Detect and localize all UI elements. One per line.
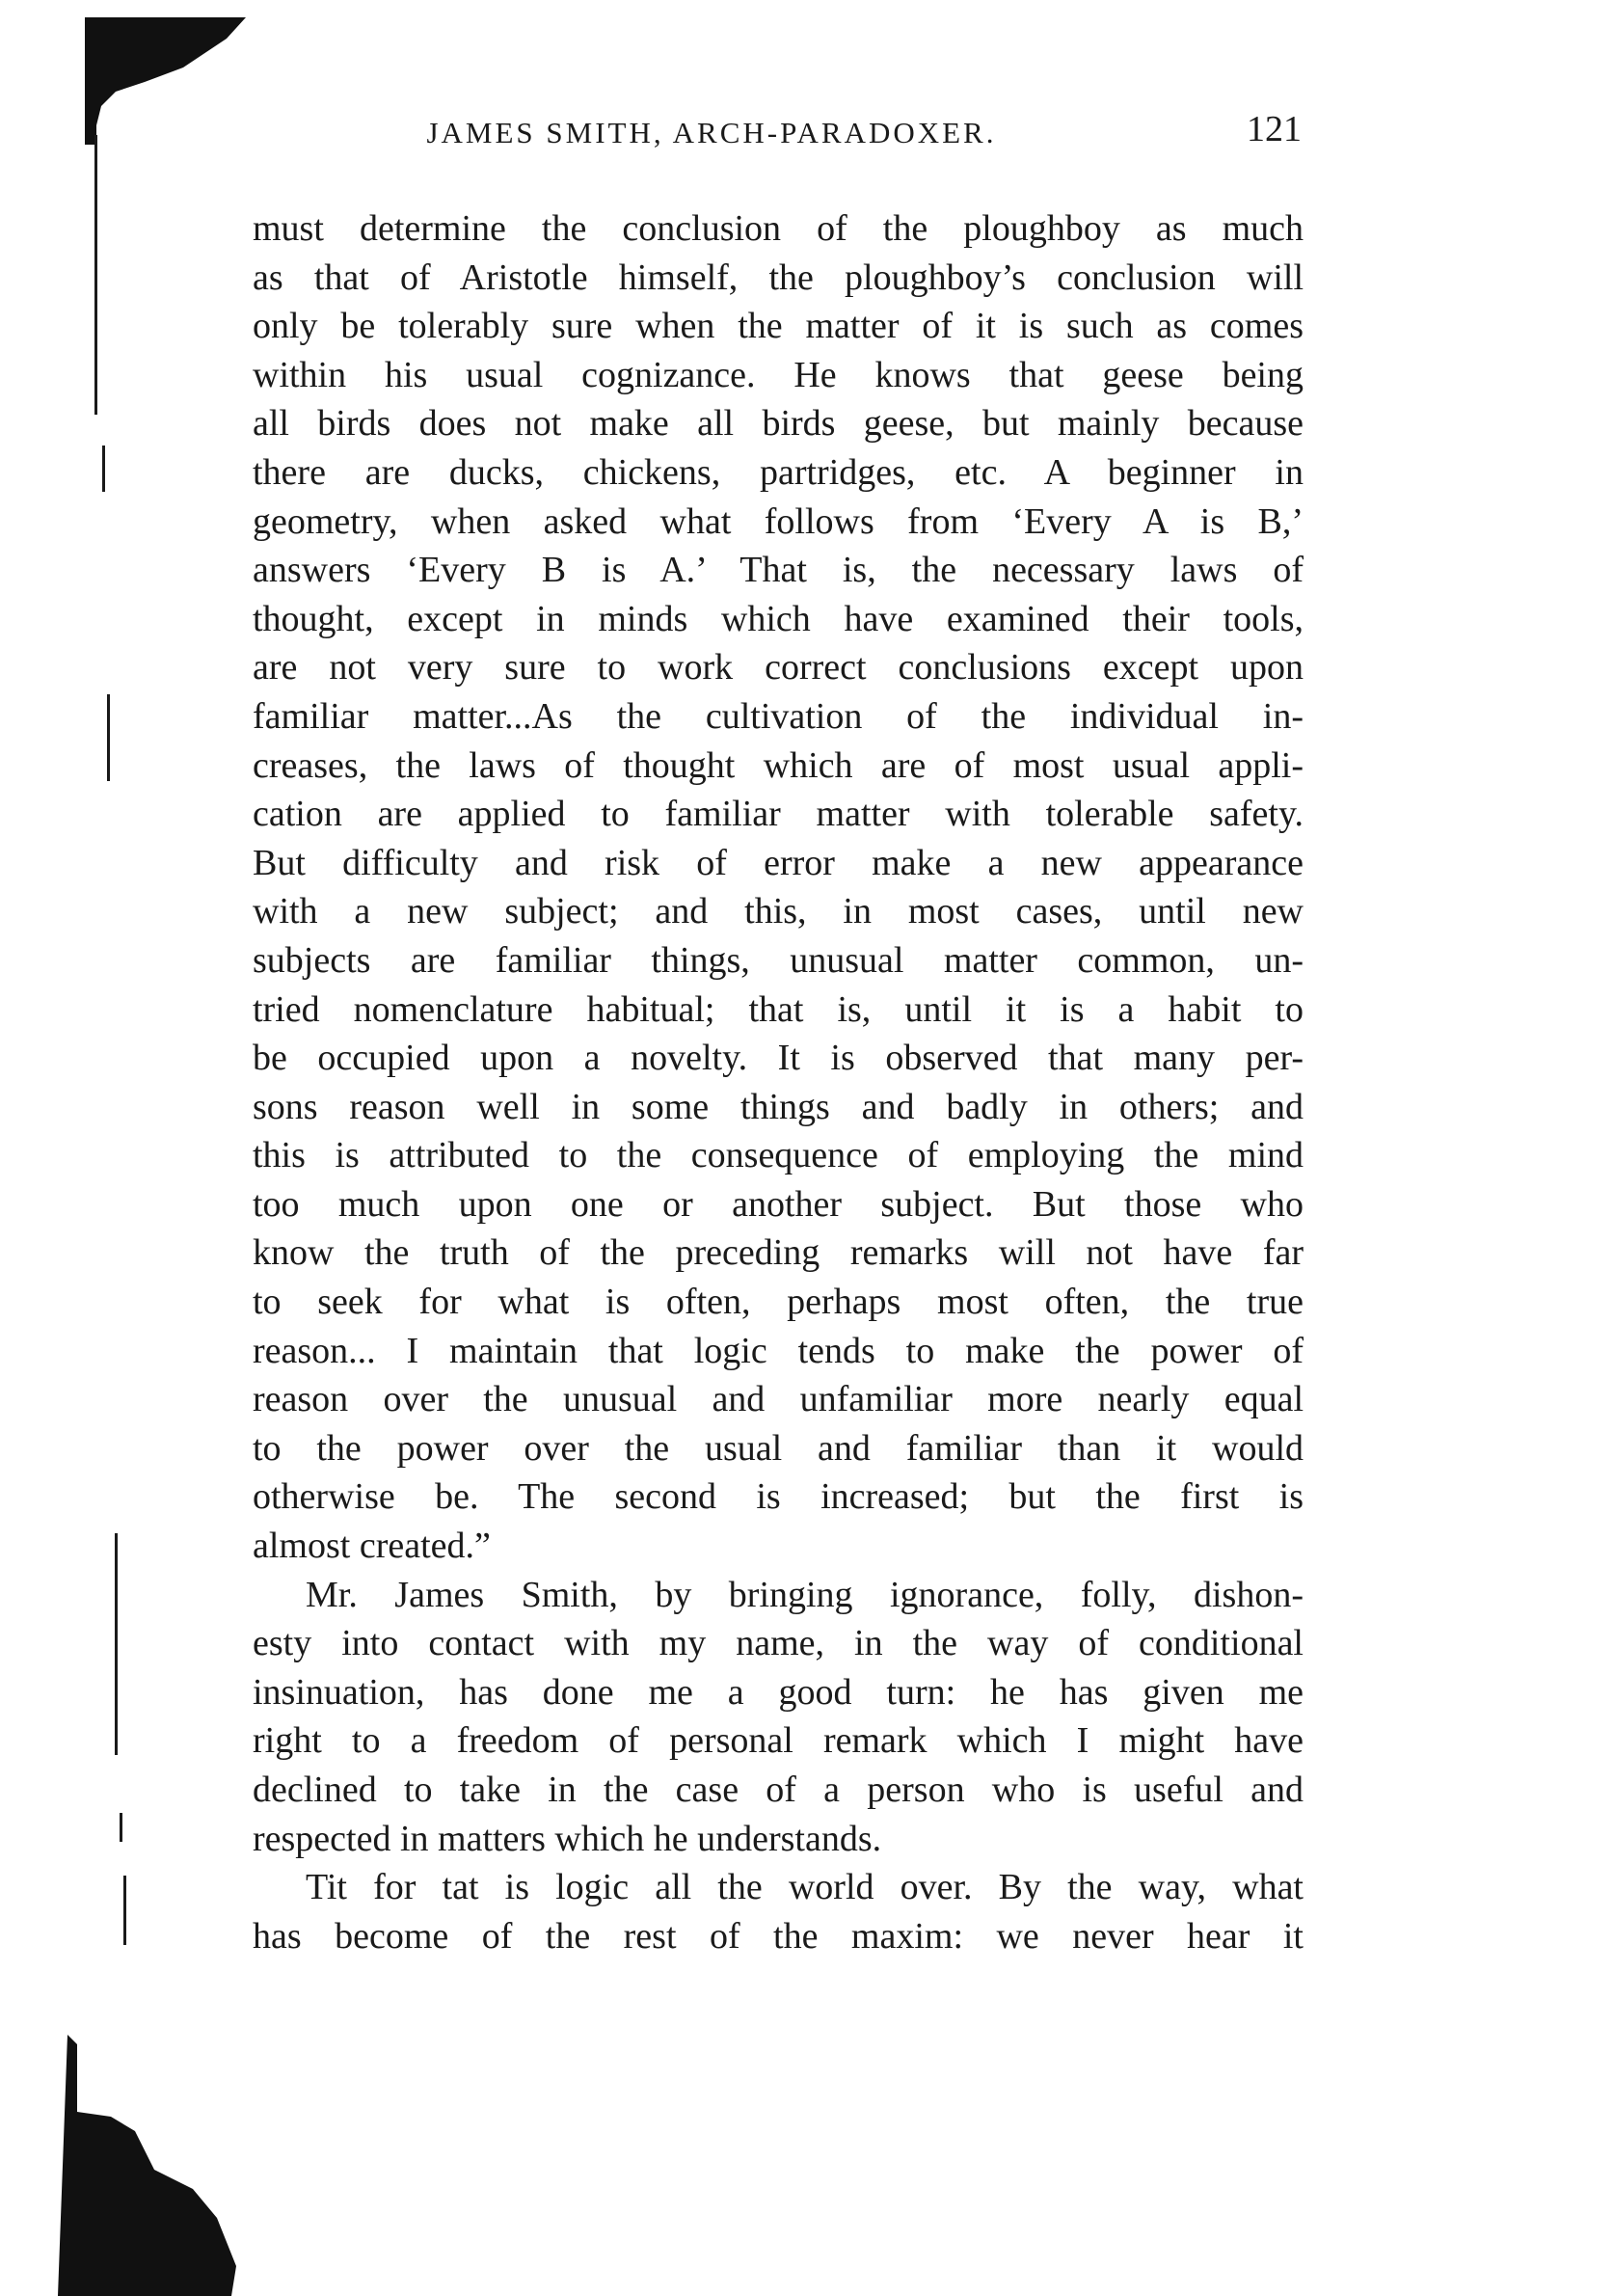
text-line: to the power over the usual and familiar than it would	[253, 1427, 1304, 1469]
text-line: familiar matter...As the cultivation of the individual in-	[253, 695, 1304, 737]
text-line: subjects are familiar things, unusual matter common, un-	[253, 939, 1304, 981]
scan-edge-line	[94, 135, 97, 415]
text-line: must determine the conclusion of the ploughboy as much	[253, 208, 1304, 249]
scan-edge-line	[120, 1813, 122, 1842]
text-line: reason over the unusual and unfamiliar more nearly equal	[253, 1379, 1304, 1420]
text-line: creases, the laws of thought which are of most usual appli-	[253, 744, 1304, 786]
text-line: answers ‘Every B is A.’ That is, the necessary laws of	[253, 550, 1304, 591]
text-line: esty into contact with my name, in the way of conditional	[253, 1623, 1304, 1664]
text-line: has become of the rest of the maxim: we never hear it	[253, 1915, 1304, 1957]
text-line: Tit for tat is logic all the world over. By the way, what	[306, 1867, 1304, 1908]
scan-edge-line	[102, 446, 105, 492]
scan-binding-shadow	[0, 0, 251, 2296]
text-line: within his usual cognizance. He knows that geese being	[253, 354, 1304, 395]
body-text	[253, 204, 1304, 1960]
text-line: are not very sure to work correct conclusions except upon	[253, 647, 1304, 689]
text-line: cation are applied to familiar matter with tolerable safety.	[253, 794, 1304, 835]
text-line: there are ducks, chickens, partridges, etc. A beginner in	[253, 451, 1304, 493]
text-line: geometry, when asked what follows from ‘Every A is B,’	[253, 500, 1304, 542]
text-line: insinuation, has done me a good turn: he has given me	[253, 1671, 1304, 1713]
text-line: know the truth of the preceding remarks will not have far	[253, 1232, 1304, 1274]
text-line: as that of Aristotle himself, the ploughboy’s conclusion will	[253, 257, 1304, 298]
page-number: 121	[1247, 109, 1302, 149]
text-line: Mr. James Smith, by bringing ignorance, folly, dishon-	[306, 1574, 1304, 1615]
text-line: thought, except in minds which have examined their tools,	[253, 598, 1304, 639]
text-line: reason... I maintain that logic tends to make the power of	[253, 1330, 1304, 1371]
text-line: declined to take in the case of a person who is useful and	[253, 1769, 1304, 1810]
text-line: only be tolerably sure when the matter of it is such as comes	[253, 306, 1304, 347]
text-line: right to a freedom of personal remark which I might have	[253, 1720, 1304, 1762]
text-line: otherwise be. The second is increased; but the first is	[253, 1476, 1304, 1518]
text-line: with a new subject; and this, in most cases, until new	[253, 891, 1304, 932]
text-line: to seek for what is often, perhaps most often, the true	[253, 1282, 1304, 1323]
scan-edge-line	[107, 694, 110, 781]
text-line: this is attributed to the consequence of employing the mind	[253, 1135, 1304, 1176]
text-line: almost created.”	[253, 1526, 491, 1567]
text-line: But difficulty and risk of error make a new appearance	[253, 842, 1304, 883]
text-line: tried nomenclature habitual; that is, until it is a habit to	[253, 988, 1304, 1030]
text-line: sons reason well in some things and badly in others; and	[253, 1086, 1304, 1127]
running-title: JAMES SMITH, ARCH-PARADOXER.	[426, 116, 997, 149]
text-line: all birds does not make all birds geese, but mainly because	[253, 403, 1304, 445]
scan-edge-line	[115, 1533, 118, 1755]
text-line: be occupied upon a novelty. It is observed that many per-	[253, 1038, 1304, 1079]
text-line: too much upon one or another subject. But those who	[253, 1183, 1304, 1225]
scan-edge-line	[123, 1876, 126, 1945]
text-line: respected in matters which he understands.	[253, 1818, 882, 1859]
page-header	[258, 108, 1309, 156]
